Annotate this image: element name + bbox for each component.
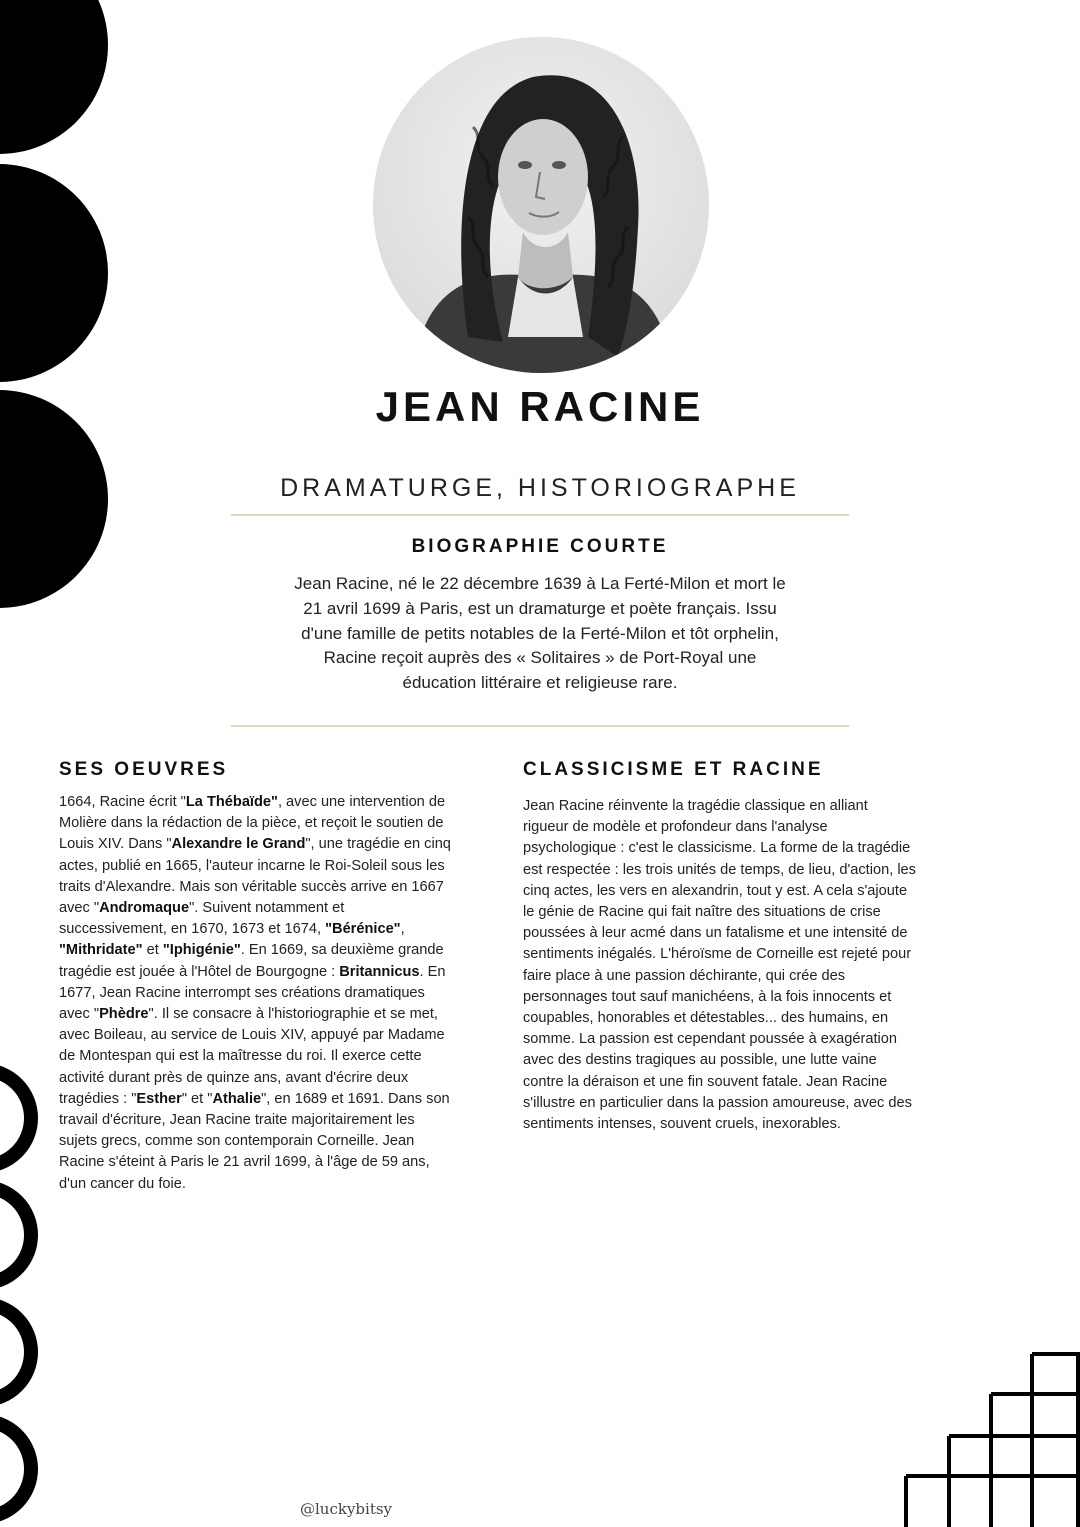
author-handle: @luckybitsy: [300, 1500, 393, 1518]
classicisme-text: Jean Racine réinvente la tragédie classique en alliant rigueur de modèle et profondeur dans l'analyse psychologique : c'est le classicisme. La forme de la tragédie est respectée : les trois unités de temps, de lieu, d'action, les cinq actes, les vers en alexandrin, tout y est. A cela s'ajoute le génie de Racine qui fait naître des situations de crise poussées à leur acmé dans un fatalisme et une intensité de sentiments inégalés. L'héroïsme de Corneille est rejeté pour faire place à une passion déchirante, qui crée des personnages tout sauf manichéens, à la fois innocents et coupables, honorables et détestables... des humains, en somme. La passion est cependant poussée à exagération avec des destins tragiques au possible, une lutte vaine contre la déraison et une fin souvent fatale. Jean Racine s'illustre en particulier dans la passion amoureuse, avec des sentiments intenses, souvent cruels, inexorables.: [523, 798, 916, 1133]
text-segment: et: [142, 942, 163, 959]
text-segment: 1664, Racine écrit ": [59, 794, 186, 810]
text-segment: ". Suivent notamment et successivement, en 1670, 1673 et 1674,: [59, 900, 345, 938]
subtitle-role: DRAMATURGE, HISTORIOGRAPHE: [280, 474, 800, 502]
divider: [231, 725, 849, 727]
decorative-ring: [0, 1180, 38, 1290]
text-segment: ,: [400, 921, 405, 938]
portrait-image: [373, 37, 709, 373]
staircase-squares-decoration: [900, 1350, 1080, 1527]
divider: [231, 514, 849, 516]
text-segment: ", une tragédie en cinq actes, publié en 1665, l'auteur incarne le Roi-Soleil sous les traits d'Alexandre. Mais son véritable succès arrive en 1667 avec ": [59, 836, 451, 917]
work-title: Esther: [136, 1090, 182, 1107]
biography-text: Jean Racine, né le 22 décembre 1639 à La Ferté-Milon et mort le 21 avril 1699 à Paris, est un dramaturge et poète français. Issu d'une famille de petits notables de la Ferté-Milon et tôt orphelin, Racine reçoit auprès des « Solitaires » de Port-Royal une éducation littéraire et religieuse rare.: [294, 574, 786, 693]
work-title: La Thébaïde": [185, 794, 278, 810]
oeuvres-heading: SES OEUVRES: [59, 759, 229, 780]
text-segment: " et ": [181, 1090, 213, 1107]
classicisme-heading: CLASSICISME ET RACINE: [523, 759, 824, 780]
decorative-ring: [0, 1297, 38, 1407]
text-segment: . En 1677, Jean Racine interrompt ses créations dramatiques avec ": [59, 963, 446, 1023]
decorative-ring: [0, 1063, 38, 1173]
text-segment: , avec une intervention de Molière dans la rédaction de la pièce, et reçoit le soutien de Louis XIV. Dans ": [59, 794, 446, 853]
work-title: Andromaque: [99, 900, 190, 917]
decorative-circle: [0, 0, 108, 154]
decorative-ring: [0, 1414, 38, 1524]
text-segment: ". Il se consacre à l'historiographie et se met, avec Boileau, au service de Louis XIV, appuyé par Madame de Montespan qui est la maîtresse du roi. Il exerce cette activité durant près de quinze ans, avant d'écrire deux tragédies : ": [59, 1006, 445, 1107]
work-title: "Iphigénie": [162, 942, 241, 959]
work-title: Phèdre: [99, 1006, 149, 1023]
work-title: "Mithridate": [59, 942, 143, 959]
decorative-circle: [0, 164, 108, 382]
text-segment: ", en 1689 et 1691. Dans son travail d'écriture, Jean Racine traite majoritairement les sujets grecs, comme son contemporain Corneille. Jean Racine s'éteint à Paris le 21 avril 1699, à l'âge de 59 ans, d'un cancer du foie.: [59, 1090, 450, 1192]
text-segment: . En 1669, sa deuxième grande tragédie est jouée à l'Hôtel de Bourgogne :: [59, 942, 444, 980]
page-title: JEAN RACINE: [375, 383, 705, 430]
biography-heading: BIOGRAPHIE COURTE: [411, 536, 669, 557]
work-title: Athalie: [212, 1090, 262, 1107]
oeuvres-text: [59, 792, 451, 1195]
work-title: "Bérénice": [325, 921, 401, 938]
work-title: Alexandre le Grand: [171, 836, 306, 853]
work-title: Britannicus: [339, 963, 420, 980]
